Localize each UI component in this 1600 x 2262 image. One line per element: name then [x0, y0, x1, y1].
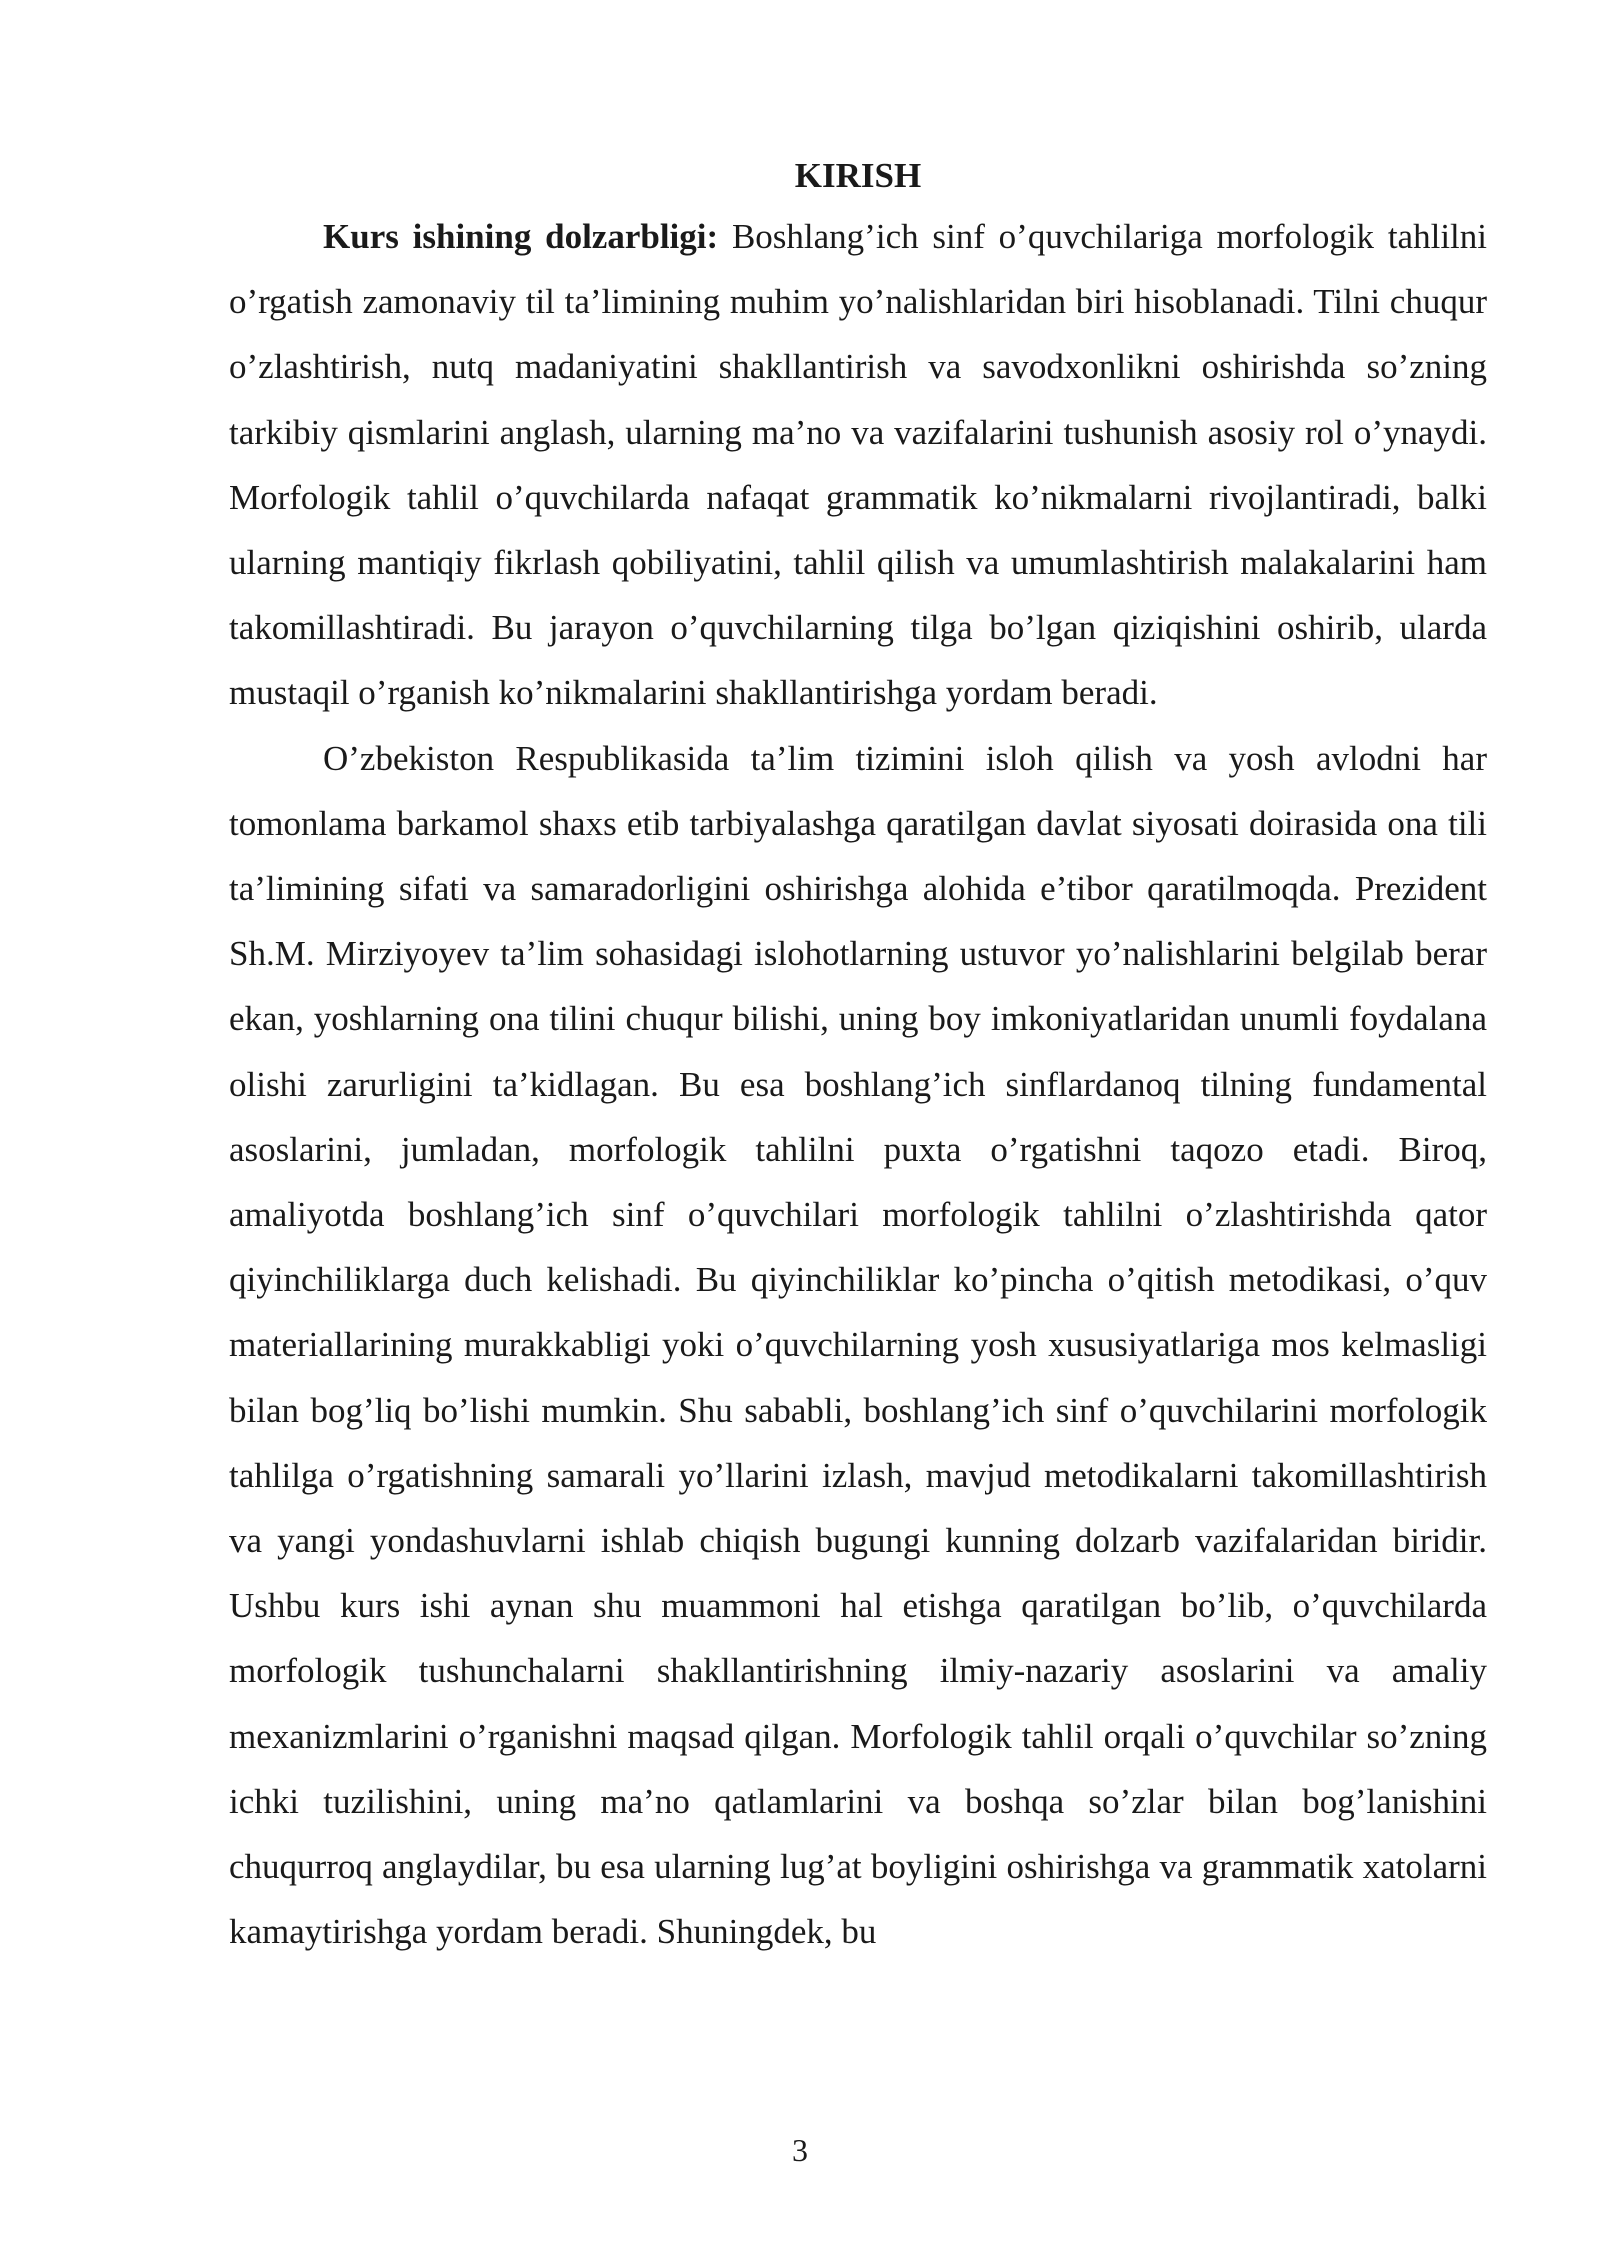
- page-number: 3: [792, 2132, 808, 2168]
- paragraph-lead: Kurs ishining dolzarbligi:: [323, 217, 719, 256]
- paragraph-body: Boshlang’ich sinf o’quvchilariga morfologik tahlilni o’rgatish zamonaviy til ta’limining muhim yo’nalishlaridan biri hisoblanadi. Tilni chuqur o’zlashtirish, nutq madaniyatini shakllantirish va savodxonlikni oshirishda so’zning tarkibiy qismlarini anglash, ularning ma’no va vazifalarini tushunish asosiy rol o’ynaydi. Morfologik tahlil o’quvchilarda nafaqat grammatik ko’nikmalarni rivojlantiradi, balki ularning mantiqiy fikrlash qobiliyatini, tahlil qilish va umumlashtirish malakalarini ham takomillashtiradi. Bu jarayon o’quvchilarning tilga bo’lgan qiziqishini oshirib, ularda mustaqil o’rganish ko’nikmalarini shakllantirishga yordam beradi.: [229, 217, 1487, 713]
- section-title: KIRISH: [794, 156, 922, 195]
- paragraph-relevance: [229, 204, 1487, 726]
- page-content: [229, 148, 1487, 1964]
- paragraph-policy: O’zbekiston Respublikasida ta’lim tizimini isloh qilish va yosh avlodni har tomonlama barkamol shaxs etib tarbiyalashga qaratilgan davlat siyosati doirasida ona tili ta’limining sifati va samaradorligini oshirishga alohida e’tibor qaratilmoqda. Prezident Sh.M. Mirziyoyev ta’lim sohasidagi islohotlarning ustuvor yo’nalishlarini belgilab berar ekan, yoshlarning ona tilini chuqur bilishi, uning boy imkoniyatlaridan unumli foydalana olishi zarurligini ta’kidlagan. Bu esa boshlang’ich sinflardanoq tilning fundamental asoslarini, jumladan, morfologik tahlilni puxta o’rgatishni taqozo etadi. Biroq, amaliyotda boshlang’ich sinf o’quvchilari morfologik tahlilni o’zlashtirishda qator qiyinchiliklarga duch kelishadi. Bu qiyinchiliklar ko’pincha o’qitish metodikasi, o’quv materiallarining murakkabligi yoki o’quvchilarning yosh xususiyatlariga mos kelmasligi bilan bog’liq bo’lishi mumkin. Shu sababli, boshlang’ich sinf o’quvchilarini morfologik tahlilga o’rgatishning samarali yo’llarini izlash, mavjud metodikalarni takomillashtirish va yangi yondashuvlarni ishlab chiqish bugungi kunning dolzarb vazifalaridan biridir. Ushbu kurs ishi aynan shu muammoni hal etishga qaratilgan bo’lib, o’quvchilarda morfologik tushunchalarni shakllantirishning ilmiy-nazariy asoslarini va amaliy mexanizmlarini o’rganishni maqsad qilgan. Morfologik tahlil orqali o’quvchilar so’zning ichki tuzilishini, uning ma’no qatlamlarini va boshqa so’zlar bilan bog’lanishini chuqurroq anglaydilar, bu esa ularning lug’at boyligini oshirishga va grammatik xatolarni kamaytirishga yordam beradi. Shuningdek, bu: [229, 738, 1487, 1952]
